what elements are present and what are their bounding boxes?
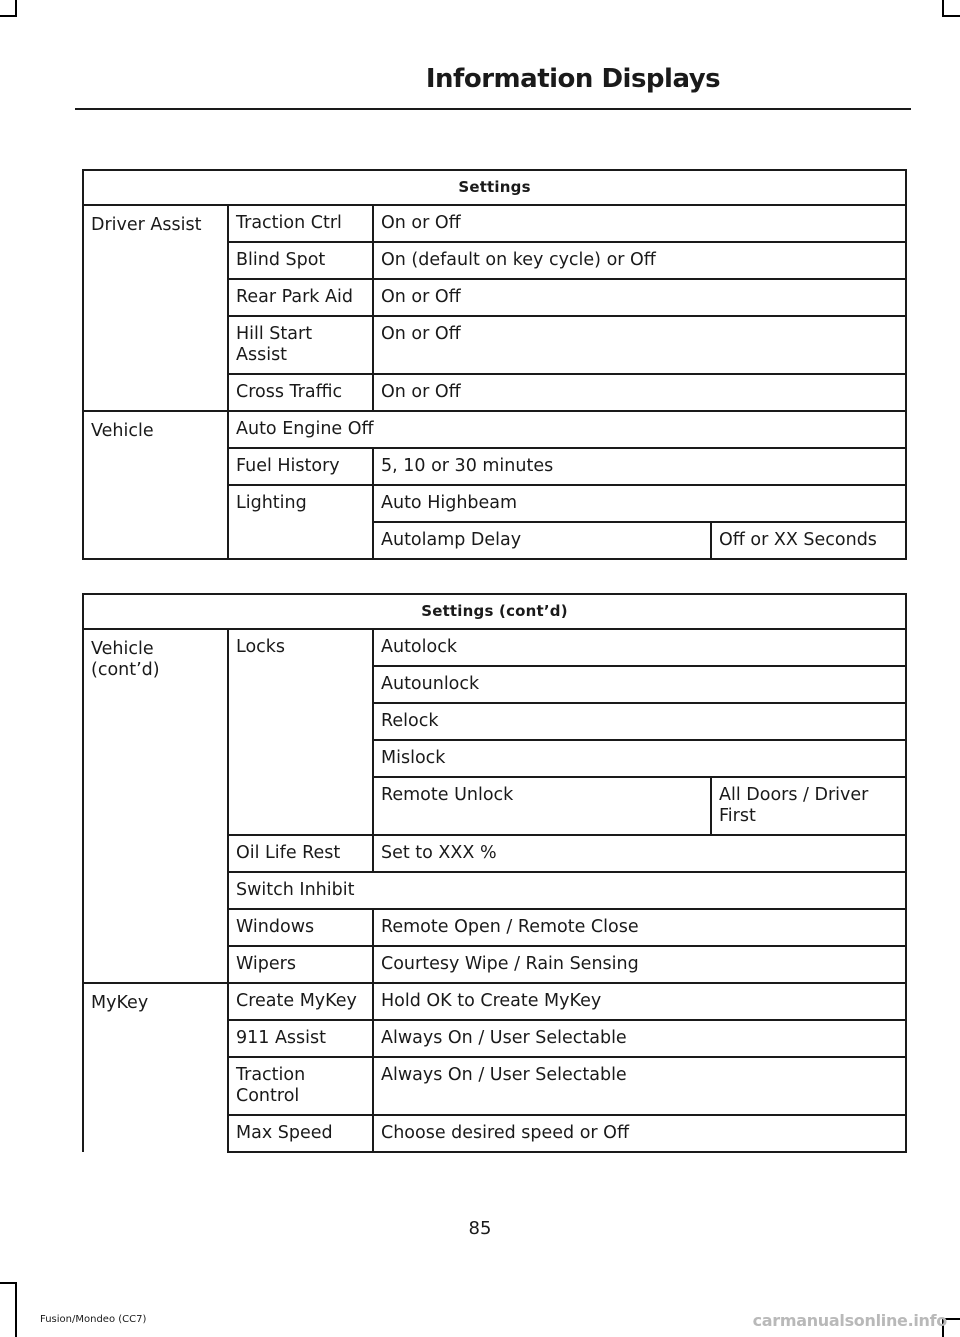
crop-mark-bottom-left xyxy=(15,1282,17,1337)
table-row xyxy=(83,411,906,448)
crop-mark-top-right xyxy=(942,0,944,16)
setting-value: Courtesy Wipe / Rain Sensing xyxy=(373,946,906,983)
setting-name: Lighting xyxy=(228,485,373,559)
setting-name: Wipers xyxy=(228,946,373,983)
setting-value: Off or XX Seconds xyxy=(711,522,906,559)
settings-table xyxy=(82,169,907,560)
setting-name: Auto Engine Off xyxy=(228,411,906,448)
setting-value: Auto Highbeam xyxy=(373,485,906,522)
setting-subname: Autolamp Delay xyxy=(373,522,711,559)
setting-value: Always On / User Selectable xyxy=(373,1057,906,1115)
setting-name: Windows xyxy=(228,909,373,946)
setting-value: Mislock xyxy=(373,740,906,777)
setting-name: Switch Inhibit xyxy=(228,872,906,909)
setting-value: 5, 10 or 30 minutes xyxy=(373,448,906,485)
setting-value: Hold OK to Create MyKey xyxy=(373,983,906,1020)
table-row xyxy=(83,629,906,666)
setting-name: Traction Control xyxy=(228,1057,373,1115)
setting-value: On or Off xyxy=(373,374,906,411)
setting-name: Hill Start Assist xyxy=(228,316,373,374)
setting-value: On (default on key cycle) or Off xyxy=(373,242,906,279)
setting-value: Set to XXX % xyxy=(373,835,906,872)
setting-value: All Doors / Driver First xyxy=(711,777,906,835)
settings-contd-table xyxy=(82,593,907,1153)
setting-value: On or Off xyxy=(373,279,906,316)
group-vehicle-contd: Vehicle (cont’d) xyxy=(83,629,228,983)
table-header-row xyxy=(83,170,906,205)
setting-subname: Remote Unlock xyxy=(373,777,711,835)
setting-name: Cross Traffic xyxy=(228,374,373,411)
crop-mark-bottom-left-h xyxy=(0,1282,17,1284)
setting-value: Autolock xyxy=(373,629,906,666)
setting-name: Blind Spot xyxy=(228,242,373,279)
setting-name: Traction Ctrl xyxy=(228,205,373,242)
setting-name: Oil Life Rest xyxy=(228,835,373,872)
setting-value: Choose desired speed or Off xyxy=(373,1115,906,1152)
page-header xyxy=(75,62,911,110)
table-title: Settings xyxy=(83,170,906,205)
crop-mark-top-left xyxy=(15,0,17,16)
setting-name: Fuel History xyxy=(228,448,373,485)
document-id: Fusion/Mondeo (CC7) xyxy=(40,1314,147,1325)
table-title: Settings (cont’d) xyxy=(83,594,906,629)
setting-name: Create MyKey xyxy=(228,983,373,1020)
setting-name: Locks xyxy=(228,629,373,835)
setting-name: Max Speed xyxy=(228,1115,373,1152)
watermark: carmanualsonline.info xyxy=(752,1311,947,1330)
page-number: 85 xyxy=(468,1218,492,1239)
page-title: Information Displays xyxy=(425,64,721,94)
table-row xyxy=(83,205,906,242)
setting-value: Always On / User Selectable xyxy=(373,1020,906,1057)
group-vehicle: Vehicle xyxy=(83,411,228,559)
table-header-row xyxy=(83,594,906,629)
group-driver-assist: Driver Assist xyxy=(83,205,228,411)
crop-mark-top-left-h xyxy=(0,15,17,17)
group-mykey: MyKey xyxy=(83,983,228,1152)
setting-value: On or Off xyxy=(373,205,906,242)
setting-name: Rear Park Aid xyxy=(228,279,373,316)
setting-name: 911 Assist xyxy=(228,1020,373,1057)
setting-value: Remote Open / Remote Close xyxy=(373,909,906,946)
setting-value: On or Off xyxy=(373,316,906,374)
setting-value: Autounlock xyxy=(373,666,906,703)
table-row xyxy=(83,983,906,1020)
setting-value: Relock xyxy=(373,703,906,740)
crop-mark-top-right-h xyxy=(942,15,960,17)
